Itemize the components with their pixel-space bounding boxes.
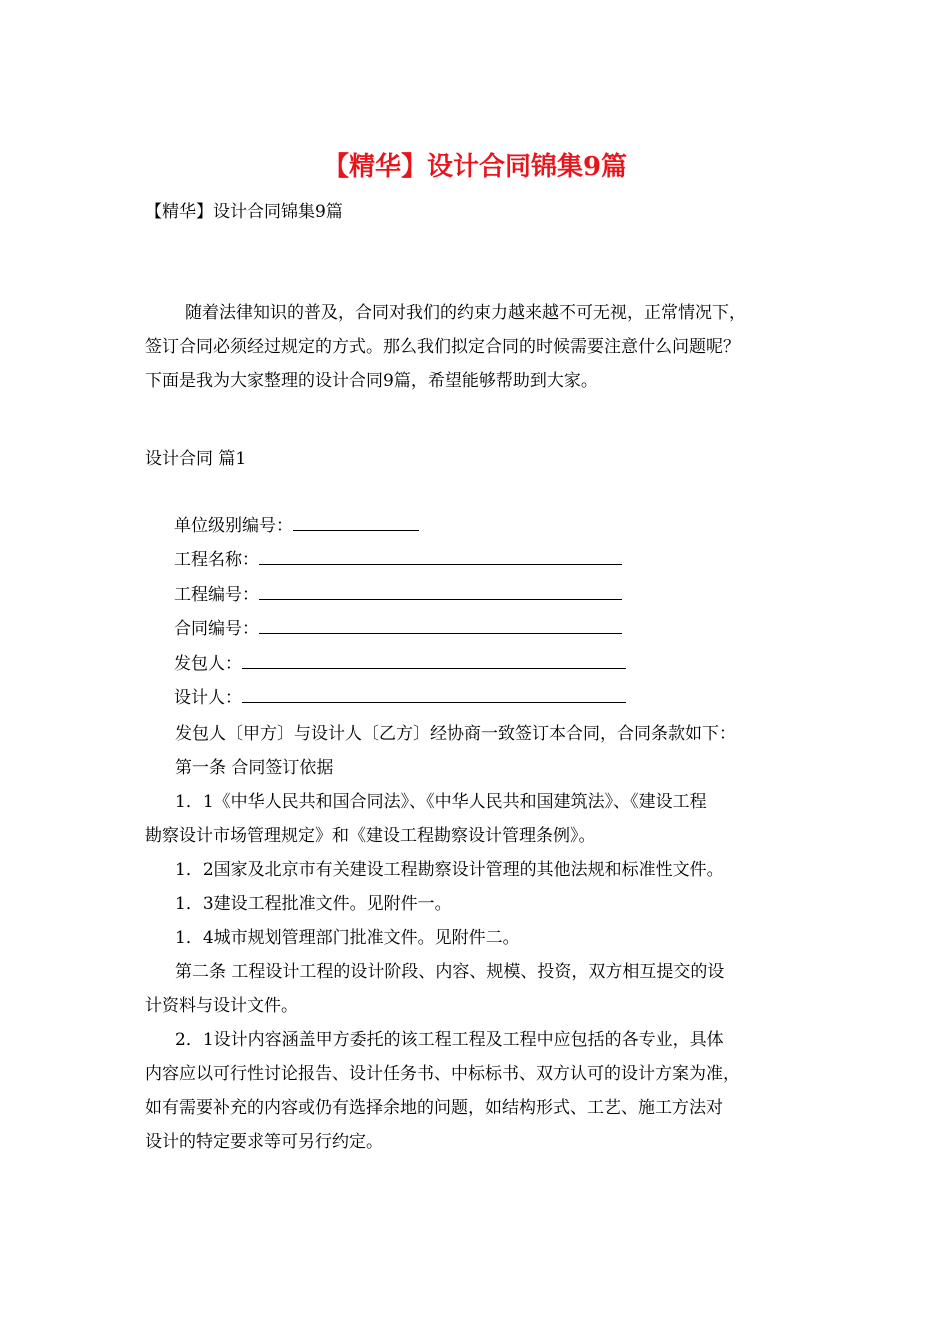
body-line: 1．4城市规划管理部门批准文件。见附件二。 [175,928,520,948]
field-client [174,652,626,676]
field-contract-number [174,617,622,641]
field-project-number [174,583,622,607]
body-line: 1．3建设工程批准文件。见附件一。 [175,894,452,914]
field-label: 设计人： [174,688,242,708]
blank-line [259,548,622,565]
body-line: 计资料与设计文件。 [145,996,298,1016]
field-label: 发包人： [174,654,242,674]
body-line: 勘察设计市场管理规定》和《建设工程勘察设计管理条例》。 [145,826,596,846]
body-line: 发包人〔甲方〕与设计人〔乙方〕经协商一致签订本合同，合同条款如下： [175,724,736,744]
field-label: 工程编号： [174,585,259,605]
blank-line [259,583,622,600]
blank-line [259,617,622,634]
field-label: 合同编号： [174,619,259,639]
blank-line [293,514,419,531]
body-line: 第二条 工程设计工程的设计阶段、内容、规模、投资，双方相互提交的设 [175,962,725,982]
body-line: 第一条 合同签订依据 [175,758,334,778]
body-line: 设计的特定要求等可另行约定。 [145,1132,383,1152]
document-subtitle: 【精华】设计合同锦集9篇 [145,202,343,222]
intro-line: 随着法律知识的普及，合同对我们的约束力越来越不可无视，正常情况下， [185,303,746,323]
body-line: 2．1设计内容涵盖甲方委托的该工程工程及工程中应包括的各专业，具体 [175,1030,724,1050]
field-label: 单位级别编号： [174,516,293,536]
body-line: 1．1《中华人民共和国合同法》、《中华人民共和国建筑法》、《建设工程 [175,792,707,812]
intro-line: 下面是我为大家整理的设计合同9篇，希望能够帮助到大家。 [145,371,598,391]
field-project-name [174,548,622,572]
contract-body [145,717,805,1159]
blank-line [242,652,626,669]
body-line: 1．2国家及北京市有关建设工程勘察设计管理的其他法规和标准性文件。 [175,860,724,880]
body-line: 如有需要补充的内容或仍有选择余地的问题，如结构形式、工艺、施工方法对 [145,1098,723,1118]
field-designer [174,686,626,710]
section-heading: 设计合同 篇1 [145,449,247,469]
field-label: 工程名称： [174,550,259,570]
field-unit-number [174,514,419,538]
blank-line [242,686,626,703]
body-line: 内容应以可行性讨论报告、设计任务书、中标标书、双方认可的设计方案为准， [145,1064,740,1084]
intro-paragraph [145,296,805,398]
intro-line: 签订合同必须经过规定的方式。那么我们拟定合同的时候需要注意什么问题呢？ [145,337,740,357]
document-title: 【精华】设计合同锦集9篇 [322,152,628,182]
